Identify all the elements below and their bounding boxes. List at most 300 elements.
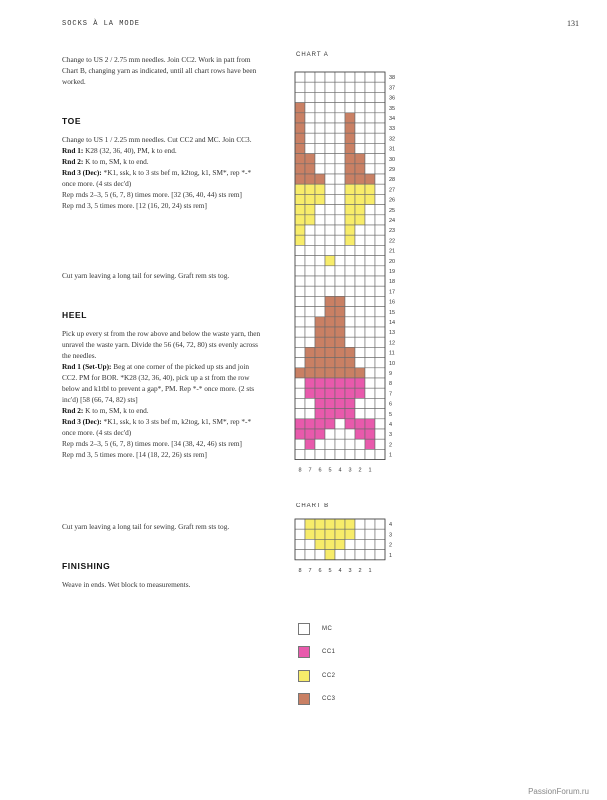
legend-label: CC2 [322, 673, 336, 679]
chart-a-cell [315, 205, 325, 215]
chart-a-cell [315, 184, 325, 194]
chart-a-cell [365, 123, 375, 133]
chart-a-cell [315, 307, 325, 317]
chart-a-cell [315, 266, 325, 276]
chart-b-column-label: 2 [358, 567, 362, 574]
chart-a-row-label: 37 [389, 85, 396, 92]
chart-b-column-label: 5 [328, 567, 332, 574]
chart-a-cell [325, 133, 335, 143]
chart-a-cell [335, 429, 345, 439]
chart-b-cell [365, 529, 375, 539]
chart-a-cell [325, 123, 335, 133]
chart-a-cell [325, 266, 335, 276]
chart-b-cell [305, 519, 315, 529]
chart-a-row-label: 4 [389, 422, 393, 428]
chart-a-cell [315, 409, 325, 419]
chart-a-cell [355, 266, 365, 276]
chart-a-row-label: 1 [389, 452, 393, 459]
chart-a-row-label: 27 [389, 187, 396, 194]
chart-a-cell [375, 235, 385, 245]
chart-a-cell [295, 307, 305, 317]
chart-a-row-label: 22 [389, 238, 396, 245]
chart-b-cell [325, 529, 335, 539]
chart-a-cell [345, 378, 355, 388]
chart-b-column-label: 8 [298, 567, 302, 574]
chart-a-cell [315, 215, 325, 225]
toe-line: Change to US 1 / 2.25 mm needles. Cut CC2 and MC. Join CC3. [62, 135, 252, 144]
chart-b-cell [295, 519, 305, 529]
chart-b-cell [365, 550, 375, 560]
chart-a-cell [345, 409, 355, 419]
chart-b-cell [345, 529, 355, 539]
chart-a-cell [335, 82, 345, 92]
intro-text: Change to US 2 / 2.75 mm needles. Join CC2. Work in patt from Chart B, changing yarn as indicated, until all chart rows have been worked. [62, 55, 257, 86]
chart-a-cell [365, 143, 375, 153]
chart-b-cell [375, 539, 385, 549]
chart-a-cell [295, 113, 305, 123]
chart-a-cell [305, 266, 315, 276]
chart-a-cell [325, 92, 335, 102]
chart-a-row-label: 35 [389, 105, 396, 112]
chart-a-row-label: 14 [389, 320, 396, 326]
chart-a-cell [335, 307, 345, 317]
chart-a-cell [355, 245, 365, 255]
chart-a-cell [345, 123, 355, 133]
chart-a-cell [355, 398, 365, 408]
chart-a-cell [335, 92, 345, 102]
chart-a-cell [365, 388, 375, 398]
chart-a-cell [345, 256, 355, 266]
chart-a-cell [315, 358, 325, 368]
chart-a-cell [295, 72, 305, 82]
chart-b-row-label: 2 [389, 542, 393, 549]
heel-round-label: Rnd 3 (Dec): [62, 417, 102, 426]
chart-a-cell [365, 327, 375, 337]
chart-a-cell [355, 235, 365, 245]
chart-a-cell [335, 123, 345, 133]
chart-a-row-label: 28 [389, 177, 396, 184]
chart-a-cell [305, 388, 315, 398]
chart-a-cell [375, 429, 385, 439]
chart-a-row-label: 12 [389, 340, 396, 347]
chart-a-cell [315, 347, 325, 357]
chart-a-cell [345, 398, 355, 408]
chart-a-cell [345, 276, 355, 286]
chart-a-cell [335, 256, 345, 266]
chart-a-cell [355, 449, 365, 459]
chart-a-cell [335, 133, 345, 143]
heel-line: Pick up every st from the row above and below the waste yarn, then unravel the waste yarn. Divide the 56 (64, 72, 80) sts evenly across the needles. [62, 329, 261, 360]
chart-a-cell [305, 113, 315, 123]
chart-a-cell [295, 358, 305, 368]
chart-a-row-label: 29 [389, 167, 396, 173]
chart-a-cell [345, 296, 355, 306]
heel-line: Rep rnd 3, 5 times more. [14 (18, 22, 26) sts rem] [62, 450, 207, 459]
chart-a-cell [305, 184, 315, 194]
chart-a-row-label: 21 [389, 248, 396, 255]
chart-a-cell [315, 154, 325, 164]
toe-line: Rnd 1: K28 (32, 36, 40), PM, k to end. [62, 146, 177, 155]
chart-a-row-label: 17 [389, 289, 396, 296]
heel-line: Rnd 1 (Set-Up): Beg at one corner of the picked up sts and join CC2. PM for BOR. *K28 (32, 36, 40), pick up a st from the row below and k1tbl to prevent a gap*, PM. Rep *-* once more. (2 sts inc'd) [58 (66, 74, 82) sts] [62, 362, 255, 404]
chart-a-cell [295, 215, 305, 225]
chart-b-title: CHART B [296, 503, 330, 508]
chart-a-cell [295, 398, 305, 408]
chart-a-cell [375, 327, 385, 337]
chart-a-cell [375, 398, 385, 408]
chart-a-row-label: 20 [389, 258, 396, 265]
chart-a-row-label: 31 [389, 146, 396, 153]
chart-a-cell [345, 358, 355, 368]
chart-a-cell [325, 143, 335, 153]
chart-b-cell [325, 519, 335, 529]
chart-b-cell [295, 550, 305, 560]
chart-b-cell [325, 550, 335, 560]
legend-swatch [298, 693, 310, 705]
toe-line: Rnd 2: K to m, SM, k to end. [62, 157, 149, 166]
chart-a-cell [335, 327, 345, 337]
chart-a-cell [325, 378, 335, 388]
chart-a-cell [305, 337, 315, 347]
chart-a-cell [295, 327, 305, 337]
chart-a-cell [335, 419, 345, 429]
chart-a-cell [345, 266, 355, 276]
chart-a-cell [325, 154, 335, 164]
chart-a-cell [315, 194, 325, 204]
chart-a-column-label: 4 [338, 467, 342, 474]
chart-a-cell [365, 235, 375, 245]
chart-a-cell [375, 286, 385, 296]
chart-a-cell [335, 276, 345, 286]
chart-a-cell [295, 276, 305, 286]
chart-a-cell [295, 256, 305, 266]
chart-a-cell [355, 113, 365, 123]
chart-a-cell [345, 337, 355, 347]
chart-a-row-label: 10 [389, 360, 396, 367]
chart-a-cell [335, 225, 345, 235]
chart-a-cell [355, 154, 365, 164]
chart-a-cell [325, 205, 335, 215]
chart-a-cell [345, 317, 355, 327]
chart-a-cell [355, 133, 365, 143]
chart-b-cell [375, 550, 385, 560]
chart-a-cell [295, 92, 305, 102]
chart-a-cell [335, 398, 345, 408]
toe-round-label: Rnd 3 (Dec): [62, 168, 102, 177]
chart-a-cell [345, 439, 355, 449]
chart-a-cell [335, 286, 345, 296]
chart-a-cell [315, 82, 325, 92]
chart-a-cell [305, 398, 315, 408]
chart-a-cell [375, 266, 385, 276]
chart-b-cell [345, 550, 355, 560]
chart-a-cell [365, 133, 375, 143]
chart-a-cell [335, 337, 345, 347]
chart-a-cell [315, 72, 325, 82]
chart-a-cell [355, 429, 365, 439]
chart-a-cell [325, 184, 335, 194]
chart-a-cell [315, 225, 325, 235]
chart-a-cell [335, 317, 345, 327]
chart-a-column-label: 6 [318, 467, 322, 474]
chart-a-row-label: 38 [389, 75, 396, 82]
chart-a-cell [335, 174, 345, 184]
chart-a-cell [345, 307, 355, 317]
chart-a-cell [355, 184, 365, 194]
chart-a-cell [375, 225, 385, 235]
chart-a-cell [305, 82, 315, 92]
chart-a-cell [355, 205, 365, 215]
chart-a-cell [295, 439, 305, 449]
chart-a-cell [325, 398, 335, 408]
chart-a-cell [305, 215, 315, 225]
chart-b-cell [335, 550, 345, 560]
chart-a-cell [315, 143, 325, 153]
chart-a-cell [355, 143, 365, 153]
chart-a-cell [335, 164, 345, 174]
legend-swatch [298, 646, 310, 658]
chart-b-column-label: 1 [368, 567, 372, 574]
chart-a-cell [295, 388, 305, 398]
chart-a-cell [325, 174, 335, 184]
chart-a-cell [325, 449, 335, 459]
chart-a-cell [375, 347, 385, 357]
chart-a-cell [375, 133, 385, 143]
chart-a-row-label: 30 [389, 156, 396, 163]
chart-a-cell [315, 174, 325, 184]
chart-b-cell [335, 539, 345, 549]
chart-a-cell [305, 225, 315, 235]
chart-a-row-label: 15 [389, 309, 396, 316]
chart-a-cell [355, 337, 365, 347]
chart-a-cell [295, 317, 305, 327]
chart-a-cell [375, 449, 385, 459]
chart-a-cell [375, 215, 385, 225]
chart-a-cell [325, 225, 335, 235]
chart-a-cell [365, 72, 375, 82]
chart-a-column-label: 2 [358, 467, 362, 474]
chart-a-cell [315, 286, 325, 296]
chart-a-cell [305, 429, 315, 439]
chart-a-cell [335, 266, 345, 276]
chart-a-cell [375, 317, 385, 327]
chart-a-cell [295, 286, 305, 296]
chart-b-cell [305, 529, 315, 539]
chart-a-row-label: 24 [389, 218, 396, 224]
chart-a-cell [345, 154, 355, 164]
chart-a-cell [365, 439, 375, 449]
chart-a-cell [325, 72, 335, 82]
chart-b-cell [365, 539, 375, 549]
chart-a-cell [355, 419, 365, 429]
chart-a-cell [375, 276, 385, 286]
chart-a-cell [355, 358, 365, 368]
chart-a-cell [365, 337, 375, 347]
heel-round-label: Rnd 1 (Set-Up): [62, 362, 112, 371]
chart-a-row-label: 6 [389, 401, 393, 408]
chart-a-cell [375, 419, 385, 429]
chart-a-cell [355, 327, 365, 337]
chart-a-cell [315, 164, 325, 174]
chart-a-cell [315, 419, 325, 429]
chart-a-cell [355, 164, 365, 174]
chart-a-cell [305, 307, 315, 317]
chart-a-cell [305, 194, 315, 204]
chart-a-cell [365, 205, 375, 215]
chart-a-cell [365, 92, 375, 102]
chart-a-cell [365, 449, 375, 459]
chart-a-row-label: 16 [389, 299, 396, 306]
chart-a-cell [375, 296, 385, 306]
chart-b-cell [305, 550, 315, 560]
chart-b-cell [315, 539, 325, 549]
chart-a-cell [335, 296, 345, 306]
chart-a-cell [375, 194, 385, 204]
chart-a-cell [335, 235, 345, 245]
chart-a-cell [295, 378, 305, 388]
chart-a-cell [335, 154, 345, 164]
chart-a-cell [345, 419, 355, 429]
chart-a-cell [375, 388, 385, 398]
chart-a-cell [295, 205, 305, 215]
chart-a-cell [325, 113, 335, 123]
heel-round-label: Rnd 2: [62, 406, 84, 415]
chart-a-cell [345, 194, 355, 204]
chart-a-cell [325, 429, 335, 439]
chart-b-cell [345, 519, 355, 529]
chart-a-cell [295, 103, 305, 113]
watermark: PassionForum.ru [528, 787, 589, 796]
chart-a-cell [345, 103, 355, 113]
chart-a-cell [345, 215, 355, 225]
chart-a-cell [295, 154, 305, 164]
chart-a-cell [305, 276, 315, 286]
chart-b-cell [355, 550, 365, 560]
finishing-heading: FINISHING [62, 561, 111, 571]
chart-a-cell [355, 174, 365, 184]
chart-a-cell [295, 266, 305, 276]
chart-a-cell [345, 205, 355, 215]
chart-a-cell [365, 378, 375, 388]
chart-a-cell [325, 388, 335, 398]
chart-a-cell [355, 388, 365, 398]
chart-a-cell [365, 164, 375, 174]
chart-a-cell [365, 245, 375, 255]
chart-a-column-label: 1 [368, 467, 372, 474]
chart-a-cell [355, 194, 365, 204]
chart-a-cell [375, 113, 385, 123]
chart-a-cell [295, 133, 305, 143]
chart-a-cell [325, 103, 335, 113]
chart-a-cell [325, 358, 335, 368]
legend-swatch [298, 670, 310, 682]
chart-a-cell [365, 409, 375, 419]
chart-a-cell [325, 276, 335, 286]
chart-a-row-label: 2 [389, 442, 393, 449]
chart-a-cell [335, 409, 345, 419]
chart-a-cell [365, 307, 375, 317]
heel-line: Rnd 3 (Dec): *K1, ssk, k to 3 sts bef m, k2tog, k1, SM*, rep *-* once more. (4 sts dec'd) [62, 417, 252, 437]
chart-a-cell [305, 419, 315, 429]
chart-a-cell [325, 194, 335, 204]
chart-a-row-label: 9 [389, 371, 393, 377]
chart-a-cell [315, 113, 325, 123]
chart-a-cell [345, 368, 355, 378]
chart-a-cell [335, 368, 345, 378]
chart-a-cell [315, 245, 325, 255]
chart-b-cell [315, 519, 325, 529]
chart-a-cell [305, 327, 315, 337]
chart-a-cell [315, 92, 325, 102]
chart-a-cell [335, 72, 345, 82]
toe-line: Rnd 3 (Dec): *K1, ssk, k to 3 sts bef m, k2tog, k1, SM*, rep *-* once more. (4 sts dec'd) [62, 168, 252, 188]
chart-a-cell [315, 235, 325, 245]
chart-a-cell [365, 347, 375, 357]
chart-a-cell [375, 439, 385, 449]
chart-a-cell [345, 72, 355, 82]
chart-a-cell [355, 82, 365, 92]
chart-b-row-label: 3 [389, 532, 393, 539]
chart-b-cell [355, 539, 365, 549]
chart-a-cell [365, 215, 375, 225]
chart-a-cell [315, 429, 325, 439]
chart-a-cell [295, 174, 305, 184]
chart-a-cell [295, 429, 305, 439]
toe-line: Rep rnds 2–3, 5 (6, 7, 8) times more. [32 (36, 40, 44) sts rem] [62, 190, 242, 199]
chart-a-cell [355, 347, 365, 357]
chart-a-cell [305, 347, 315, 357]
chart-a-cell [355, 215, 365, 225]
chart-b-column-label: 6 [318, 567, 322, 574]
chart-a-cell [305, 154, 315, 164]
chart-a-cell [345, 174, 355, 184]
chart-a-cell [365, 286, 375, 296]
chart-a-cell [295, 245, 305, 255]
chart-a-cell [295, 164, 305, 174]
chart-b-cell [315, 529, 325, 539]
chart-a-cell [355, 307, 365, 317]
chart-a-cell [335, 194, 345, 204]
chart-a-cell [375, 337, 385, 347]
toe-heading: TOE [62, 116, 82, 126]
chart-a-row-label: 26 [389, 197, 396, 204]
chart-a-cell [375, 164, 385, 174]
chart-a-row-label: 32 [389, 136, 396, 143]
chart-a-cell [355, 92, 365, 102]
chart-a-cell [365, 174, 375, 184]
chart-a-cell [305, 378, 315, 388]
chart-b-cell [335, 529, 345, 539]
chart-a-cell [345, 143, 355, 153]
chart-a-cell [365, 296, 375, 306]
chart-b-cell [365, 519, 375, 529]
chart-a-cell [345, 184, 355, 194]
chart-a-cell [375, 307, 385, 317]
chart-a-cell [375, 103, 385, 113]
chart-a-cell [375, 143, 385, 153]
chart-b-cell [315, 550, 325, 560]
chart-a-cell [315, 368, 325, 378]
chart-a-cell [295, 225, 305, 235]
toe-line: Rep rnd 3, 5 times more. [12 (16, 20, 24) sts rem] [62, 201, 207, 210]
heel-heading: HEEL [62, 310, 88, 320]
chart-a-cell [325, 439, 335, 449]
chart-a-cell [325, 307, 335, 317]
chart-a-cell [365, 368, 375, 378]
chart-a-cell [365, 419, 375, 429]
finishing-text: Weave in ends. Wet block to measurements. [62, 580, 191, 589]
chart-a-cell [305, 256, 315, 266]
